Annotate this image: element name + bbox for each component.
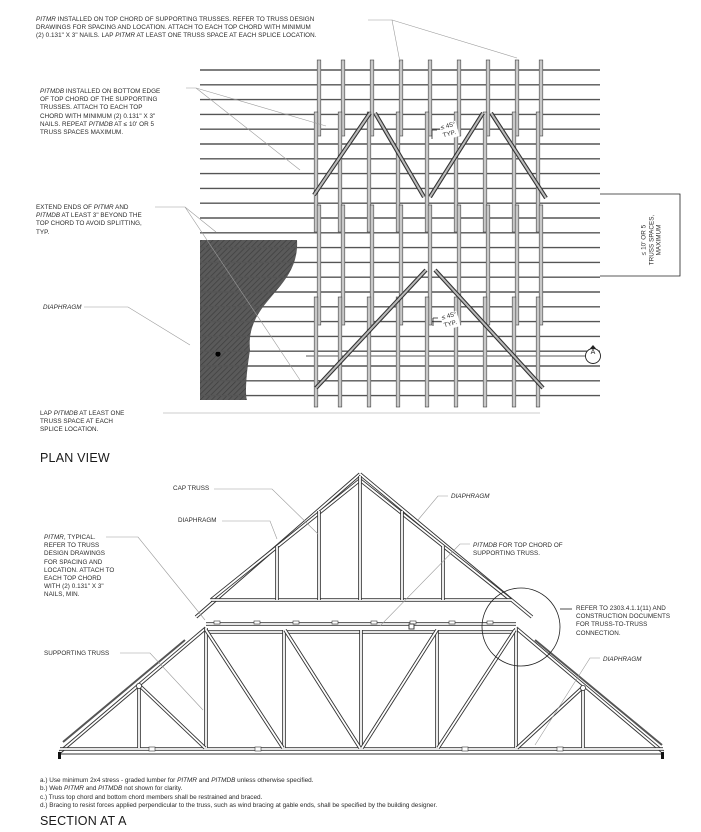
web-diagonal-fill bbox=[517, 688, 582, 748]
detail-circle bbox=[482, 588, 560, 666]
note-a bbox=[40, 777, 680, 785]
dimension-line-1: ≤ 10' OR 5 bbox=[640, 224, 648, 256]
dimension-line-3: MAXIMUM bbox=[655, 224, 663, 256]
leader-line bbox=[120, 653, 203, 710]
leader-line bbox=[222, 521, 277, 539]
callout-text: d.) Bracing to resist forces applied perpendicular to the truss, such as wind bracing at gable ends, shall be specified by the building designer. bbox=[40, 802, 438, 810]
section-view-title: SECTION AT A bbox=[40, 814, 127, 828]
web-diagonal-fill bbox=[140, 686, 205, 748]
product-name-text: PITMDB bbox=[211, 777, 236, 784]
callout-text: DIAPHRAGM bbox=[178, 517, 217, 524]
bottom-plate bbox=[557, 747, 563, 751]
bottom-plate bbox=[462, 747, 468, 751]
product-name-text: PITMR bbox=[36, 16, 56, 23]
callout-text: and bbox=[83, 785, 99, 793]
product-name-text: PITMDB bbox=[36, 212, 61, 220]
section-marker-arrow bbox=[590, 345, 596, 349]
nail-connector bbox=[293, 621, 299, 624]
callout-text: CAP TRUSS bbox=[173, 485, 210, 492]
callout-text: b.) Web bbox=[40, 785, 65, 793]
callout-text: EXTEND ENDS OF bbox=[36, 204, 94, 211]
vertical-truss-member bbox=[483, 297, 487, 407]
dimension-label bbox=[641, 185, 664, 295]
callout-pitmr-top bbox=[36, 16, 436, 41]
callout-diaphragm-left bbox=[178, 517, 217, 525]
callout-text: AND bbox=[115, 204, 129, 211]
bearing-block bbox=[661, 752, 664, 759]
callout-text: AT LEAST 3" BEYOND THE TOP CHORD TO AVOID SPLITTING, TYP. bbox=[36, 212, 142, 236]
diaphragm-dot bbox=[215, 351, 220, 356]
nail-connector bbox=[487, 621, 493, 624]
nail-connector bbox=[449, 621, 455, 624]
bearing-block bbox=[58, 752, 61, 759]
note-b bbox=[40, 785, 680, 793]
nail-connector bbox=[214, 621, 220, 624]
plan-view-title: PLAN VIEW bbox=[40, 451, 110, 465]
product-name-text: PITMR bbox=[93, 204, 114, 211]
nail-connector bbox=[410, 621, 416, 624]
joint bbox=[580, 685, 585, 690]
callout-text: FOR TOP CHORD OF SUPPORTING TRUSS. bbox=[473, 542, 563, 558]
web-diagonal-fill bbox=[362, 630, 437, 748]
cap-truss-inner-left-fill bbox=[211, 480, 360, 600]
angle-typ: TYP. bbox=[442, 129, 457, 140]
product-name-text: PITMDB bbox=[98, 785, 123, 793]
section-marker-label[interactable]: A bbox=[590, 349, 596, 356]
product-name-text: PITMR bbox=[64, 785, 84, 793]
angle-typ: TYP. bbox=[443, 319, 458, 330]
callout-text: AT LEAST ONE TRUSS SPACE AT EACH SPLICE LOCATION. bbox=[40, 410, 125, 434]
web-diagonal-fill bbox=[438, 630, 515, 748]
nail-connector bbox=[254, 621, 260, 624]
callout-cap-truss bbox=[173, 485, 209, 493]
callout-text: unless otherwise specified. bbox=[235, 777, 314, 784]
vertical-truss-member bbox=[536, 297, 540, 407]
diaphragm-hatch bbox=[200, 240, 297, 400]
notes-list bbox=[40, 777, 680, 811]
web-diagonal-fill bbox=[206, 630, 283, 748]
callout-diaphragm-plan bbox=[43, 304, 123, 312]
angle-mark bbox=[432, 130, 437, 139]
callout-text: AT LEAST ONE TRUSS SPACE AT EACH SPLICE LOCATION. bbox=[135, 32, 317, 40]
angle-value: ≤ 45° bbox=[440, 310, 458, 322]
product-name-text: PITMR bbox=[177, 777, 197, 784]
note-d bbox=[40, 802, 680, 810]
angle-value: ≤ 45° bbox=[439, 120, 457, 132]
note-c bbox=[40, 794, 680, 802]
vertical-truss-member bbox=[314, 297, 318, 407]
callout-diaphragm-right-low bbox=[603, 656, 642, 664]
bottom-plate bbox=[255, 747, 261, 751]
web-diagonal-fill bbox=[285, 630, 360, 748]
product-name-text: PITMDB bbox=[40, 88, 65, 95]
leader-line bbox=[84, 307, 190, 345]
vertical-truss-member bbox=[396, 297, 400, 407]
callout-extend-ends bbox=[36, 204, 186, 237]
callout-text: INSTALLED ON TOP CHORD OF SUPPORTING TRUSSES. REFER TO TRUSS DESIGN DRAWINGS FOR SPACING AND LOCATION. ATTACH TO EACH TOP CHORD WITH MINIMUM (2) 0.131" X 3" NAILS. LAP bbox=[36, 16, 315, 40]
product-name-text: PITMR bbox=[44, 534, 64, 541]
supporting-truss-right-slope-fill bbox=[516, 628, 663, 752]
vertical-truss-member bbox=[425, 297, 429, 407]
callout-text: SUPPORTING TRUSS bbox=[44, 650, 110, 657]
product-name-text: PITMDB bbox=[88, 120, 113, 128]
callout-refer-2303 bbox=[576, 605, 701, 638]
vertical-truss-member bbox=[367, 297, 371, 407]
dimension-line-2: TRUSS SPACES, bbox=[648, 214, 656, 266]
nail-connector bbox=[371, 621, 377, 624]
callout-text: a.) Use minimum 2x4 stress - graded lumber for bbox=[40, 777, 178, 784]
leader-line bbox=[418, 496, 448, 520]
callout-text: , TYPICAL. REFER TO TRUSS DESIGN DRAWINGS FOR SPACING AND LOCATION. ATTACH TO EACH TOP CHORD WITH (2) 0.131" X 3" NAILS, MIN. bbox=[44, 534, 115, 599]
nail-connector bbox=[332, 621, 338, 624]
product-name-text: PITMDB bbox=[53, 410, 78, 417]
callout-lap-pitmdb bbox=[40, 410, 180, 435]
product-name-text: PITMR bbox=[115, 32, 136, 40]
leader-line bbox=[186, 88, 326, 126]
callout-text: REFER TO 2303.4.1.1(11) AND CONSTRUCTION DOCUMENTS FOR TRUSS-TO-TRUSS CONNECTION. bbox=[576, 605, 671, 637]
product-name-text: DIAPHRAGM bbox=[451, 493, 490, 500]
section-view-drawing bbox=[58, 474, 664, 759]
plate bbox=[409, 624, 414, 629]
diaphragm-strip bbox=[535, 640, 662, 745]
callout-text: LAP bbox=[40, 410, 54, 417]
callout-pitmdb-bottom bbox=[40, 88, 190, 137]
product-name-text: DIAPHRAGM bbox=[603, 656, 642, 663]
vertical-truss-member bbox=[338, 297, 342, 407]
callout-pitmr-typical bbox=[44, 534, 144, 600]
callout-supporting-truss bbox=[44, 650, 109, 658]
callout-diaphragm-right-top bbox=[451, 493, 490, 501]
product-name-text: PITMDB bbox=[473, 542, 498, 549]
callout-text: not shown for clarity. bbox=[122, 785, 183, 793]
callout-text: INSTALLED ON BOTTOM EDGE OF TOP CHORD OF THE SUPPORTING TRUSSES. ATTACH TO EACH TOP CHORD WITH MINIMUM (2) 0.131" X 3" NAILS. REPEAT bbox=[40, 88, 161, 128]
product-name-text: DIAPHRAGM bbox=[43, 304, 82, 311]
callout-text: c.) Truss top chord and bottom chord members shall be restrained and braced. bbox=[40, 793, 263, 801]
callout-text: AT ≤ 10' OR 5 TRUSS SPACES MAXIMUM. bbox=[40, 120, 155, 137]
callout-pitmdb-top-chord bbox=[473, 542, 593, 558]
joint bbox=[136, 683, 141, 688]
callout-text: and bbox=[196, 777, 212, 784]
bottom-plate bbox=[149, 747, 155, 751]
